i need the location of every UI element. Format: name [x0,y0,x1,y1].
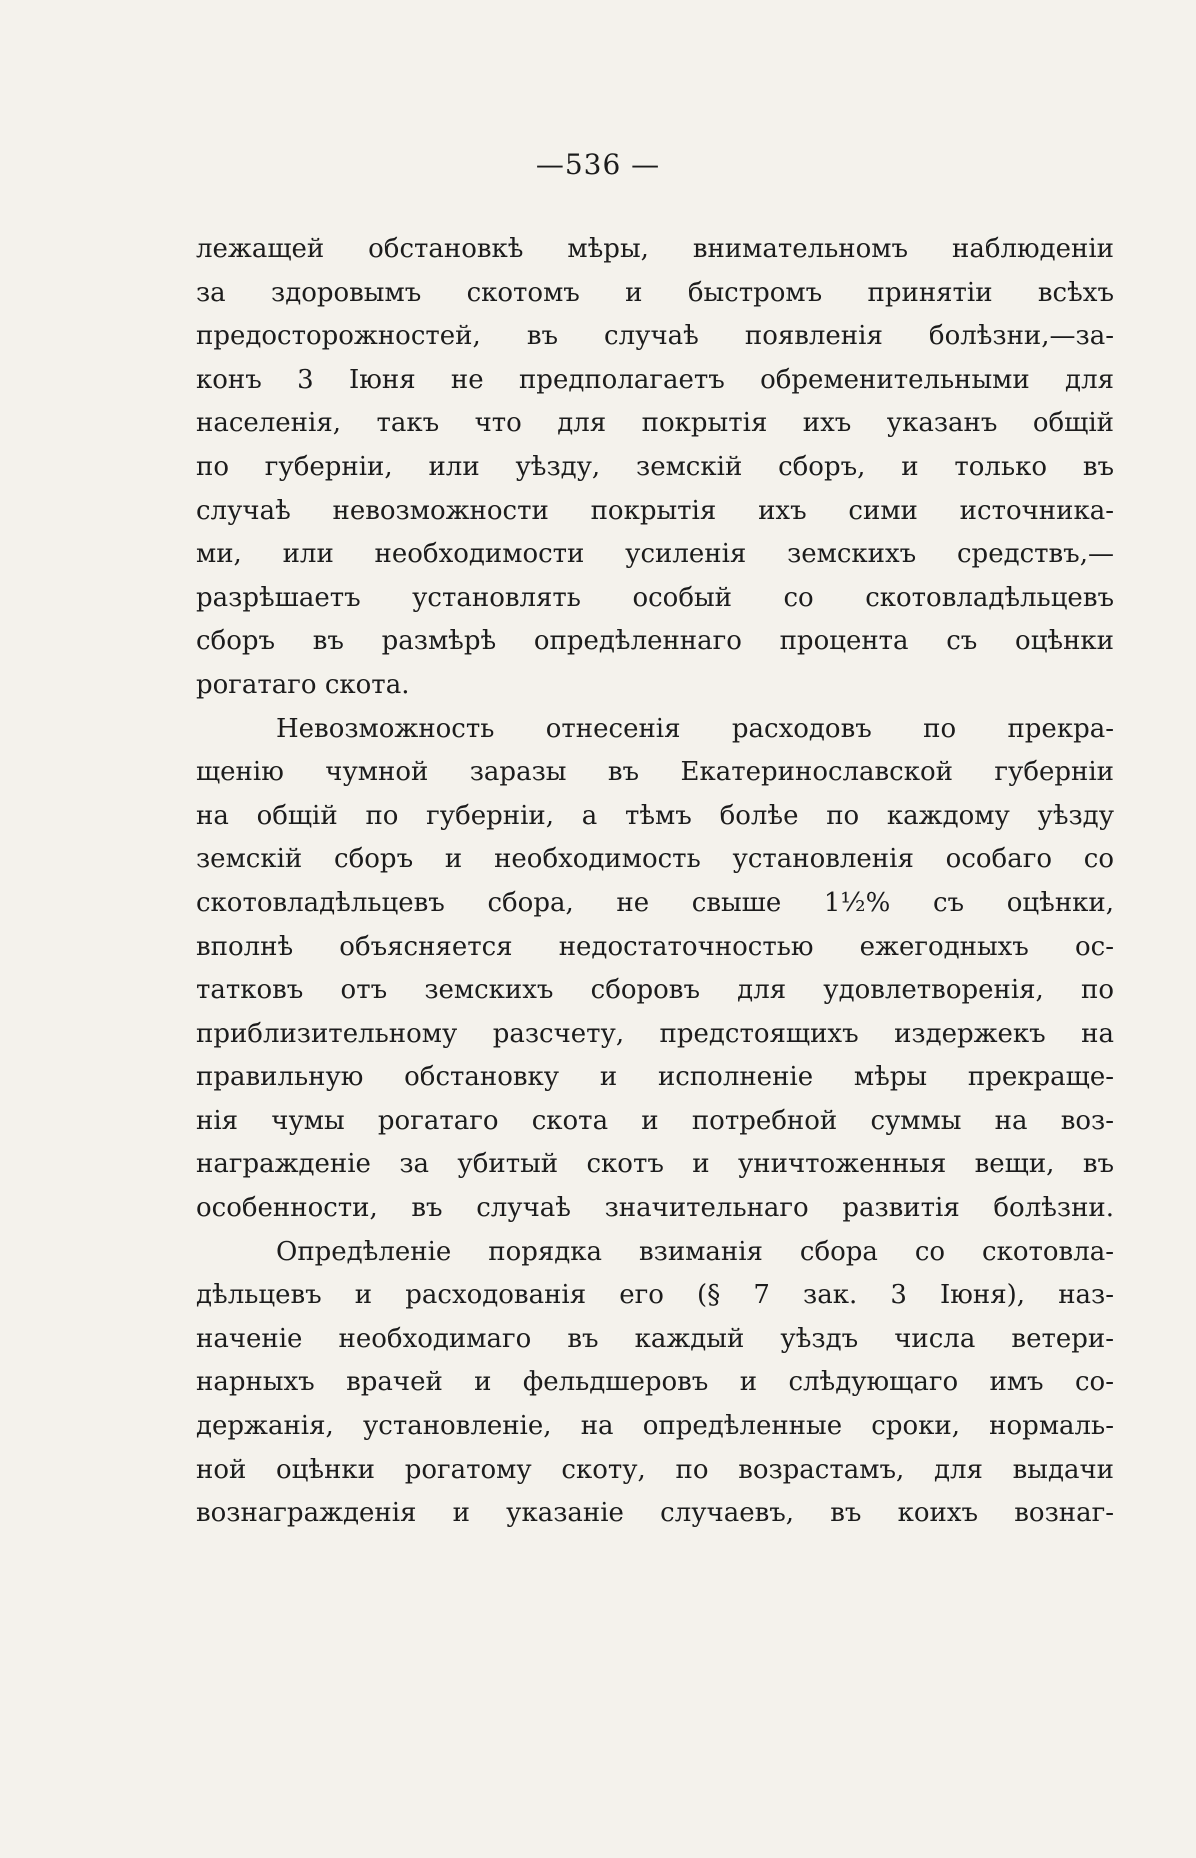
text-line: ной оцѣнки рогатому скоту, по возрастамъ, для выдачи [196,1454,1114,1485]
text-line: нія чумы рогатаго скота и потребной суммы на воз- [196,1105,1114,1136]
text-line: вознагражденія и указаніе случаевъ, въ коихъ вознаг- [196,1498,1114,1529]
text-line: правильную обстановку и исполненіе мѣры прекраще- [196,1062,1114,1093]
text-line: приблизительному разсчету, предстоящихъ издержекъ на [196,1018,1114,1049]
text-line: лежащей обстановкѣ мѣры, внимательномъ наблюденіи [196,234,1114,264]
text-line: татковъ отъ земскихъ сборовъ для удовлетворенія, по [196,975,1114,1006]
paragraph-start: Опредѣленіе порядка взиманія сбора со скотовла- [276,1236,1114,1267]
text-line: по губерніи, или уѣзду, земскій сборъ, и только въ [196,451,1114,482]
text-line: держанія, установленіе, на опредѣленные сроки, нормаль- [196,1411,1114,1442]
text-line: ми, или необходимости усиленія земскихъ средствъ,— [196,539,1114,570]
text-line: вполнѣ объясняется недостаточностью ежегодныхъ ос- [196,931,1114,962]
text-line: рогатаго скота. [196,669,410,700]
text-line: на общій по губерніи, а тѣмъ болѣе по каждому уѣзду [196,800,1114,831]
text-line: разрѣшаетъ установлять особый со скотовладѣльцевъ [196,582,1114,613]
text-line: конъ 3 Іюня не предполагаетъ обременительными для [196,364,1114,395]
text-line: случаѣ невозможности покрытія ихъ сими источника- [196,495,1114,526]
text-line: наченіе необходимаго въ каждый уѣздъ числа ветери- [196,1323,1114,1354]
text-line: предосторожностей, въ случаѣ появленія болѣзни,—за- [196,321,1114,352]
text-line: скотовладѣльцевъ сбора, не свыше 1½% съ оцѣнки, [196,887,1114,918]
text-line: дѣльцевъ и расходованія его (§ 7 зак. 3 Іюня), наз- [196,1280,1114,1311]
page-number: —536 — [535,148,661,181]
body-text [196,228,1114,1536]
paragraph-start: Невозможность отнесенія расходовъ по прекра- [276,713,1114,744]
text-line: населенія, такъ что для покрытія ихъ указанъ общій [196,408,1114,439]
text-line: за здоровымъ скотомъ и быстромъ принятіи всѣхъ [196,277,1114,308]
text-line: награжденіе за убитый скотъ и уничтоженныя вещи, въ [196,1149,1114,1180]
text-line: земскій сборъ и необходимость установленія особаго со [196,844,1114,875]
text-line: особенности, въ случаѣ значительнаго развитія болѣзни. [196,1193,1114,1224]
text-line: щенію чумной заразы въ Екатеринославской губерніи [196,757,1114,788]
text-line: нарныхъ врачей и фельдшеровъ и слѣдующаго имъ со- [196,1367,1114,1398]
text-line: сборъ въ размѣрѣ опредѣленнаго процента съ оцѣнки [196,626,1114,657]
